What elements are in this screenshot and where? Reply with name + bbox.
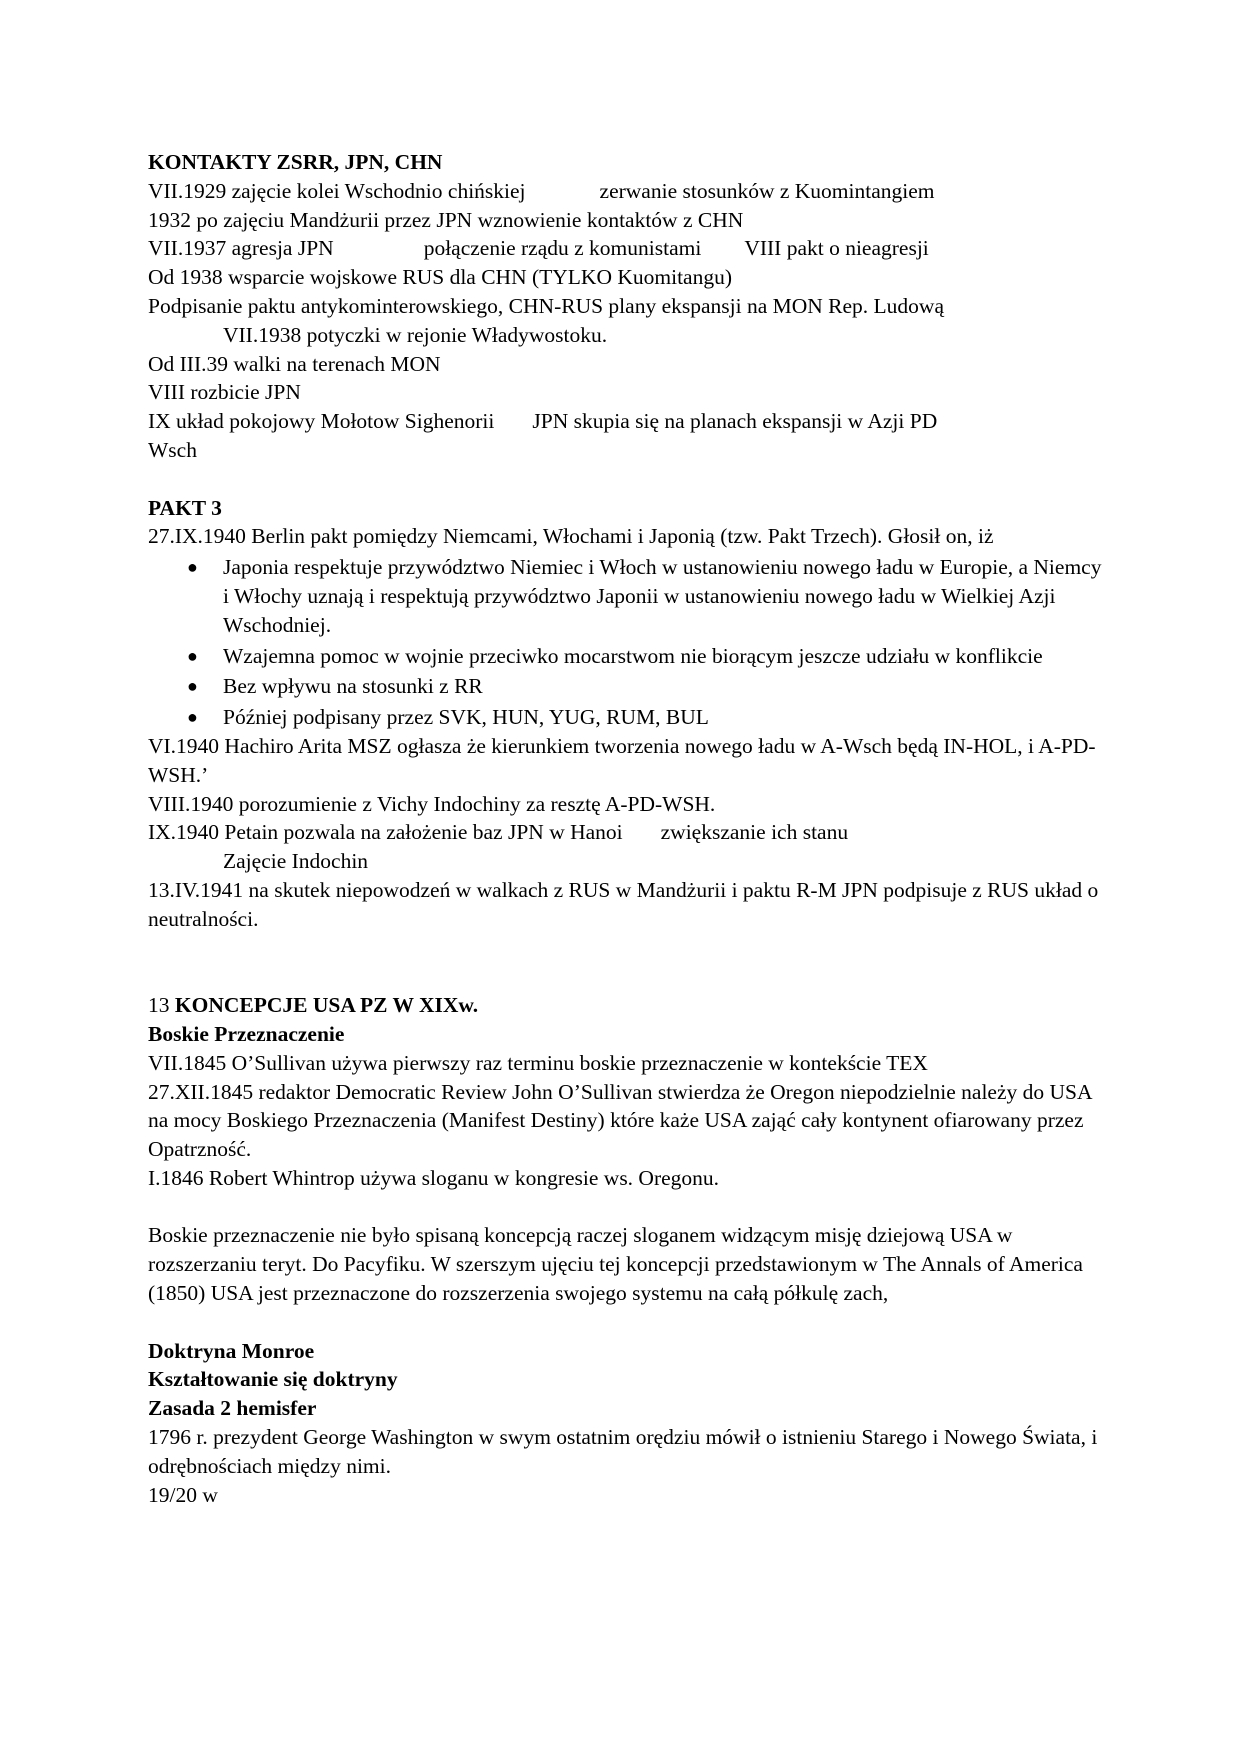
text-line xyxy=(148,407,1108,436)
bullet-list xyxy=(148,553,1108,732)
list-item-text: Wzajemna pomoc w wojnie przeciwko mocarstwom nie biorącym jeszcze udziału w konflikcie xyxy=(223,643,1043,668)
document-page xyxy=(148,148,1108,1509)
bullet-icon: ● xyxy=(187,676,198,697)
text-line: VII.1845 O’Sullivan używa pierwszy raz terminu boskie przeznaczenie w kontekście TEX xyxy=(148,1050,928,1075)
text-segment: IX.1940 Petain pozwala na założenie baz JPN w Hanoi xyxy=(148,820,623,845)
spacer xyxy=(148,465,1108,494)
text-segment: zerwanie stosunków z Kuomintangiem xyxy=(599,178,935,203)
paragraph: VI.1940 Hachiro Arita MSZ ogłasza że kierunkiem tworzenia nowego ładu w A-Wsch będą IN-HOL, i A-PD-WSH.’ xyxy=(148,733,1096,787)
text-segment: połączenie rządu z komunistami xyxy=(423,236,702,261)
bullet-icon: ● xyxy=(187,707,198,728)
paragraph: 27.IX.1940 Berlin pakt pomiędzy Niemcami, Włochami i Japonią (tzw. Pakt Trzech). Głosił on, iż xyxy=(148,524,994,549)
text-segment: zwiększanie ich stanu xyxy=(660,820,849,845)
text-line: Podpisanie paktu antykominterowskiego, CHN-RUS plany ekspansji na MON Rep. Ludową xyxy=(148,293,945,318)
text-line: Zajęcie Indochin xyxy=(223,849,369,874)
text-line: Od 1938 wsparcie wojskowe RUS dla CHN (TYLKO Kuomitangu) xyxy=(148,265,733,290)
spacer xyxy=(148,1193,1108,1222)
text-line xyxy=(148,177,1108,206)
text-line: Wsch xyxy=(148,437,197,462)
text-line xyxy=(148,818,1108,847)
list-item xyxy=(148,672,1108,701)
heading-koncepcje xyxy=(148,991,1108,1020)
list-item-text: Bez wpływu na stosunki z RR xyxy=(223,674,483,699)
paragraph: Boskie przeznaczenie nie było spisaną koncepcją raczej sloganem widzącym misję dziejową USA w rozszerzaniu teryt. Do Pacyfiku. W szerszym ujęciu tej koncepcji przedstawionym w The Annals of America (1850) USA jest przeznaczone do rozszerzenia swojego systemu na całą półkulę zach, xyxy=(148,1223,1083,1306)
text-segment: VII.1929 zajęcie kolei Wschodnio chińskiej xyxy=(148,178,526,203)
section-title: KONCEPCJE USA PZ W XIXw. xyxy=(174,993,479,1018)
text-segment: VII.1937 agresja JPN xyxy=(148,236,334,261)
paragraph: 1796 r. prezydent George Washington w swym ostatnim orędziu mówił o istnieniu Starego i Nowego Świata, i odrębnościach między nimi. xyxy=(148,1425,1098,1478)
heading-doktryna: Doktryna Monroe xyxy=(148,1338,315,1363)
bullet-icon: ● xyxy=(187,557,198,578)
spacer xyxy=(148,1308,1108,1337)
text-line xyxy=(148,234,1108,263)
subheading: Boskie Przeznaczenie xyxy=(148,1021,345,1046)
heading-pakt: PAKT 3 xyxy=(148,495,222,520)
text-segment: JPN skupia się na planach ekspansji w Azji PD xyxy=(532,409,938,434)
bullet-icon: ● xyxy=(187,645,198,666)
section-number: 13 xyxy=(148,993,170,1018)
text-segment: VIII pakt o nieagresji xyxy=(744,236,929,261)
text-line: VIII rozbicie JPN xyxy=(148,380,301,405)
list-item-text: Później podpisany przez SVK, HUN, YUG, RUM, BUL xyxy=(223,705,709,730)
list-item xyxy=(148,642,1108,671)
text-line: VIII.1940 porozumienie z Vichy Indochiny za resztę A-PD-WSH. xyxy=(148,791,716,816)
list-item-text: Japonia respektuje przywództwo Niemiec i Włoch w ustanowieniu nowego ładu w Europie, a Niemcy i Włochy uznają i respektują przywództwo Japonii w ustanowieniu nowego ładu w Wielkiej Azji Wschodniej. xyxy=(223,555,1102,637)
text-line: 19/20 w xyxy=(148,1482,218,1507)
subheading: Zasada 2 hemisfer xyxy=(148,1396,317,1421)
text-segment: IX układ pokojowy Mołotow Sighenorii xyxy=(148,409,495,434)
text-line: Od III.39 walki na terenach MON xyxy=(148,351,441,376)
text-line: I.1846 Robert Whintrop używa sloganu w kongresie ws. Oregonu. xyxy=(148,1165,720,1190)
list-item xyxy=(148,553,1108,639)
paragraph: 27.XII.1845 redaktor Democratic Review John O’Sullivan stwierdza że Oregon niepodzielnie należy do USA na mocy Boskiego Przeznaczenia (Manifest Destiny) które każe USA zająć cały kontynent ofiarowany przez Opatrzność. xyxy=(148,1079,1092,1162)
subheading: Kształtowanie się doktryny xyxy=(148,1367,398,1392)
heading-kontakty: KONTAKTY ZSRR, JPN, CHN xyxy=(148,150,443,174)
list-item xyxy=(148,703,1108,732)
paragraph: 13.IV.1941 na skutek niepowodzeń w walkach z RUS w Mandżurii i paktu R-M JPN podpisuje z RUS układ o neutralności. xyxy=(148,877,1099,931)
spacer xyxy=(148,934,1108,992)
text-line: VII.1938 potyczki w rejonie Władywostoku. xyxy=(223,322,608,347)
text-line: 1932 po zajęciu Mandżurii przez JPN wznowienie kontaktów z CHN xyxy=(148,207,744,232)
